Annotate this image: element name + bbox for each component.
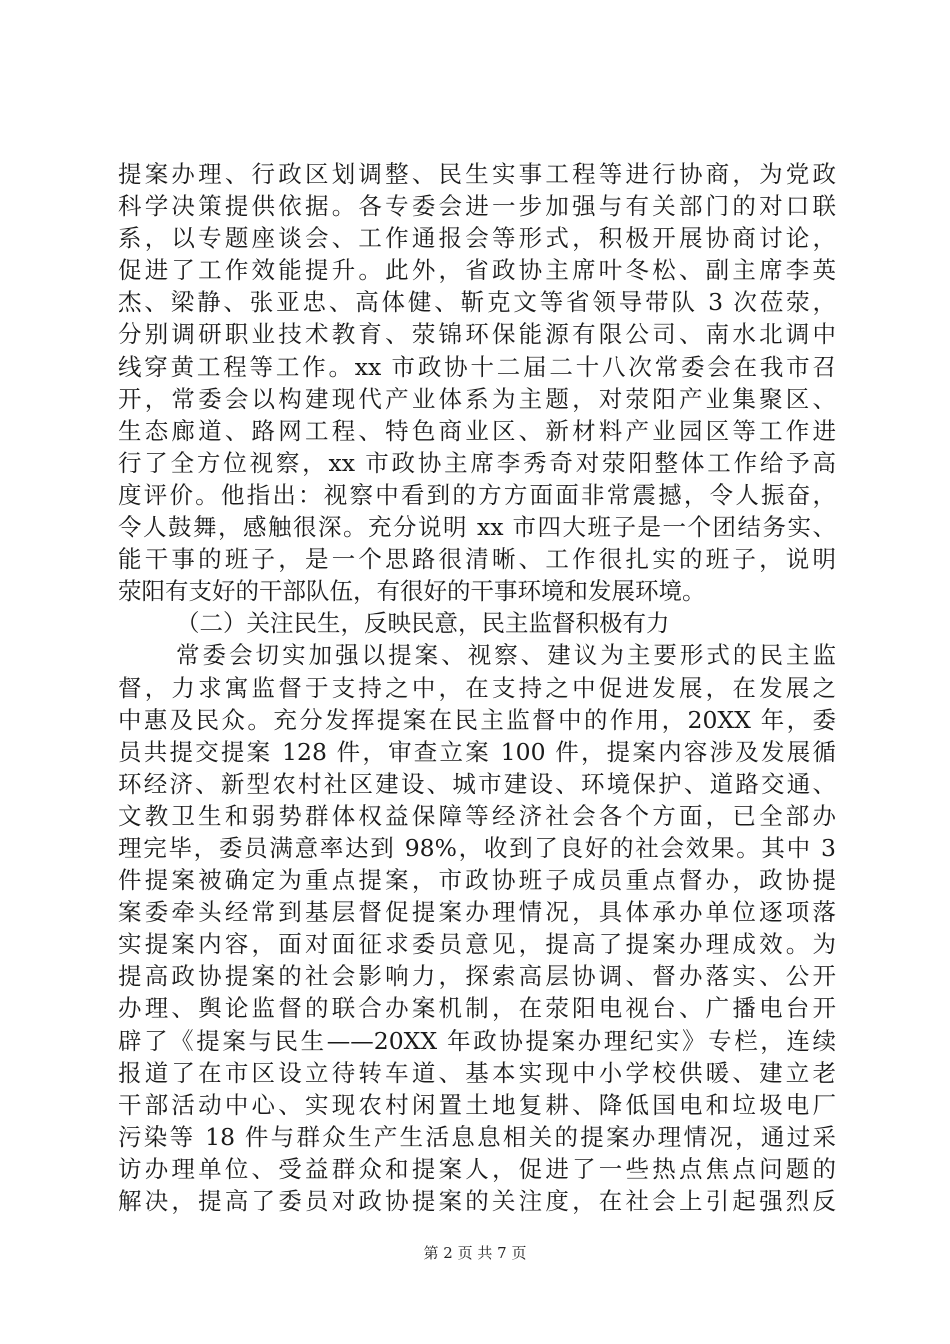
text-line: 干部活动中心、实现农村闲置土地复耕、降低国电和垃圾电厂 [118, 1090, 836, 1119]
text-line: 促进了工作效能提升。此外，省政协主席叶冬松、副主席李英 [118, 256, 836, 285]
text-line: 行了全方位视察，xx 市政协主席李秀奇对荥阳整体工作给予高 [118, 448, 836, 477]
text-line: 提案办理、行政区划调整、民生实事工程等进行协商，为党政 [118, 160, 836, 188]
text-line: 令人鼓舞，感触很深。充分说明 xx 市四大班子是一个团结务实、 [118, 513, 836, 542]
text-line: 环经济、新型农村社区建设、城市建设、环境保护、道路交通、 [118, 769, 836, 798]
text-line: 报道了在市区设立待转车道、基本实现中小学校供暖、建立老 [118, 1058, 836, 1087]
text-line: 污染等 18 件与群众生产生活息息相关的提案办理情况，通过采 [118, 1122, 836, 1151]
text-line: 度评价。他指出：视察中看到的方方面面非常震撼，令人振奋， [118, 480, 836, 509]
text-line: 开，常委会以构建现代产业体系为主题，对荥阳产业集聚区、 [118, 384, 836, 413]
text-line: 生态廊道、路网工程、特色商业区、新材料产业园区等工作进 [118, 416, 836, 445]
page-number-label: 第 2 页 共 7 页 [423, 1244, 527, 1262]
text-line: 理完毕，委员满意率达到 98%，收到了良好的社会效果。其中 3 [118, 833, 836, 862]
text-line: 常委会切实加强以提案、视察、建议为主要形式的民主监 [176, 641, 836, 670]
text-line: 案委牵头经常到基层督促提案办理情况，具体承办单位逐项落 [118, 898, 836, 927]
text-line: 中惠及民众。充分发挥提案在民主监督中的作用，20XX 年，委 [118, 705, 836, 734]
page-footer [0, 1243, 950, 1263]
section-heading [118, 607, 836, 639]
text-line: 督，力求寓监督于支持之中，在支持之中促进发展，在发展之 [118, 673, 836, 702]
text-line: 辟了《提案与民生——20XX 年政协提案办理纪实》专栏，连续 [118, 1026, 836, 1055]
heading-text: （二）关注民生，反映民意，民主监督积极有力 [176, 609, 670, 638]
paragraph-continuation [118, 158, 836, 607]
text-line: 解决，提高了委员对政协提案的关注度，在社会上引起强烈反 [118, 1187, 836, 1215]
text-line: 文教卫生和弱势群体权益保障等经济社会各个方面，已全部办 [118, 801, 836, 830]
paragraph-body [118, 639, 836, 1217]
text-line: 杰、梁静、张亚忠、高体健、靳克文等省领导带队 3 次莅荥， [118, 288, 836, 317]
text-line: 系，以专题座谈会、工作通报会等形式，积极开展协商讨论， [118, 224, 836, 253]
text-line: 线穿黄工程等工作。xx 市政协十二届二十八次常委会在我市召 [118, 352, 836, 381]
text-line: 访办理单位、受益群众和提案人，促进了一些热点焦点问题的 [118, 1154, 836, 1183]
text-line: 提高政协提案的社会影响力，探索高层协调、督办落实、公开 [118, 962, 836, 991]
text-line: 员共提交提案 128 件，审查立案 100 件，提案内容涉及发展循 [118, 737, 836, 766]
text-line: 荥阳有支好的干部队伍，有很好的干事环境和发展环境。 [118, 577, 706, 606]
text-line: 办理、舆论监督的联合办案机制，在荥阳电视台、广播电台开 [118, 994, 836, 1023]
text-line: 科学决策提供依据。各专委会进一步加强与有关部门的对口联 [118, 192, 836, 221]
text-line: 分别调研职业技术教育、荥锦环保能源有限公司、南水北调中 [118, 320, 836, 349]
text-line: 能干事的班子，是一个思路很清晰、工作很扎实的班子，说明 [118, 545, 836, 574]
document-page [118, 158, 836, 1217]
text-line: 件提案被确定为重点提案，市政协班子成员重点督办，政协提 [118, 866, 836, 895]
text-line: 实提案内容，面对面征求委员意见，提高了提案办理成效。为 [118, 930, 836, 959]
